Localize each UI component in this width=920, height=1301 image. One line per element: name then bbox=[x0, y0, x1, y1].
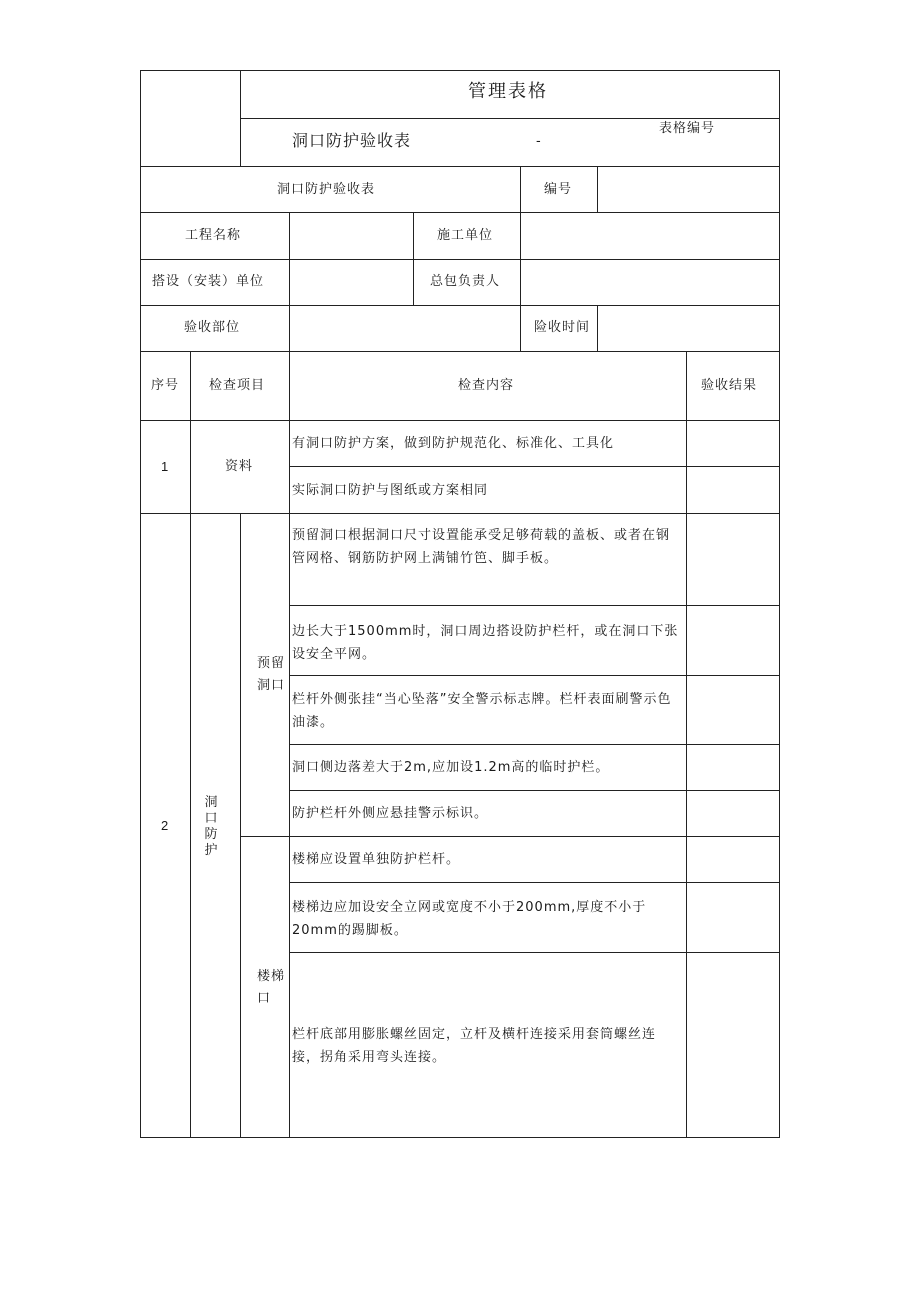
g1-row-divider-4 bbox=[289, 790, 780, 791]
g1-content-3: 栏杆外侧张挂“当心坠落”安全警示标志牌。栏杆表面刷警示色油漆。 bbox=[292, 692, 672, 730]
g1-row-divider-1 bbox=[289, 605, 780, 606]
g2-row-divider-2 bbox=[289, 952, 780, 953]
info-row-line-3 bbox=[140, 305, 780, 306]
g1-content-2: 边长大于1500mm时，洞口周边搭设防护栏杆，或在洞口下张设安全平网。 bbox=[292, 624, 679, 662]
s1-bottom-line bbox=[140, 513, 780, 514]
table-name: 洞口防护验收表 bbox=[277, 182, 376, 197]
number-label: 编号 bbox=[544, 182, 573, 197]
form-number-label: 表格编号 bbox=[659, 121, 716, 136]
s2-seq: 2 bbox=[161, 818, 169, 833]
contractor-manager-label: 总包负责人 bbox=[430, 274, 501, 289]
seq-column-divider bbox=[190, 351, 191, 1138]
column-seq: 序号 bbox=[151, 378, 180, 393]
info-divider-number-value bbox=[597, 166, 598, 212]
acceptance-time-label: 险收时间 bbox=[534, 320, 591, 335]
border-right bbox=[779, 70, 780, 1138]
construction-unit-label: 施工单位 bbox=[437, 228, 494, 243]
form-title: 管理表格 bbox=[468, 81, 548, 102]
column-result: 验收结果 bbox=[701, 378, 758, 393]
border-bottom bbox=[140, 1137, 780, 1138]
info-divider-mid bbox=[413, 212, 414, 305]
g2-content-2: 楼梯边应加设安全立网或宽度不小于200mm,厚度不小于20mm的踢脚板。 bbox=[292, 900, 647, 938]
erection-unit-label: 搭设（安装）单位 bbox=[152, 274, 265, 289]
g2-content-3: 栏杆底部用膨胀螺丝固定，立杆及横杆连接采用套筒螺丝连接，拐角采用弯头连接。 bbox=[292, 1027, 657, 1065]
s1-content-1: 有洞口防护方案，做到防护规范化、标准化、工具化 bbox=[292, 436, 615, 451]
header-logo-divider bbox=[240, 70, 241, 166]
g2-content-1: 楼梯应设置单独防护栏杆。 bbox=[292, 852, 461, 867]
info-row-line-1 bbox=[140, 212, 780, 213]
g1-bottom-line bbox=[240, 836, 780, 837]
result-column-left bbox=[686, 351, 687, 1138]
border-top bbox=[140, 70, 780, 71]
info-row-line-4 bbox=[140, 351, 780, 352]
s1-seq: 1 bbox=[161, 459, 169, 474]
column-header-bottom bbox=[140, 420, 780, 421]
g1-row-divider-3 bbox=[289, 744, 780, 745]
s2-item: 洞口防护 bbox=[204, 795, 218, 858]
g1-content-1: 预留洞口根据洞口尺寸设置能承受足够荷载的盖板、或者在钢管网格、钢筋防护网上满铺竹笆、脚手板。 bbox=[292, 528, 671, 566]
g2-row-divider-1 bbox=[289, 882, 780, 883]
g1-content-5: 防护栏杆外侧应悬挂警示标识。 bbox=[292, 806, 489, 821]
info-row-line-2 bbox=[140, 259, 780, 260]
border-left bbox=[140, 70, 141, 1138]
acceptance-part-label: 验收部位 bbox=[184, 320, 241, 335]
g1-label: 预留洞口 bbox=[257, 656, 286, 693]
g1-content-4: 洞口侧边落差大于2m,应加设1.2m高的临时护栏。 bbox=[292, 760, 610, 775]
content-column-left bbox=[289, 351, 290, 1138]
info-divider-label bbox=[289, 212, 290, 351]
g1-row-divider-2 bbox=[289, 675, 780, 676]
header-dash: - bbox=[536, 134, 542, 149]
column-content: 检查内容 bbox=[458, 378, 515, 393]
project-name-label: 工程名称 bbox=[185, 228, 242, 243]
column-item: 检查项目 bbox=[209, 378, 266, 393]
s1-content-2: 实际洞口防护与图纸或方案相同 bbox=[292, 483, 489, 498]
s1-row-divider bbox=[289, 466, 780, 467]
g2-label: 楼梯口 bbox=[257, 969, 286, 1006]
info-divider-right bbox=[520, 212, 521, 351]
header-divider bbox=[240, 118, 780, 119]
info-divider-number bbox=[520, 166, 521, 212]
info-divider-time-value bbox=[597, 305, 598, 351]
form-subtitle: 洞口防护验收表 bbox=[292, 131, 412, 150]
s1-item: 资料 bbox=[225, 459, 254, 474]
subgroup-column-divider bbox=[240, 513, 241, 1138]
header-bottom-line bbox=[140, 166, 780, 167]
